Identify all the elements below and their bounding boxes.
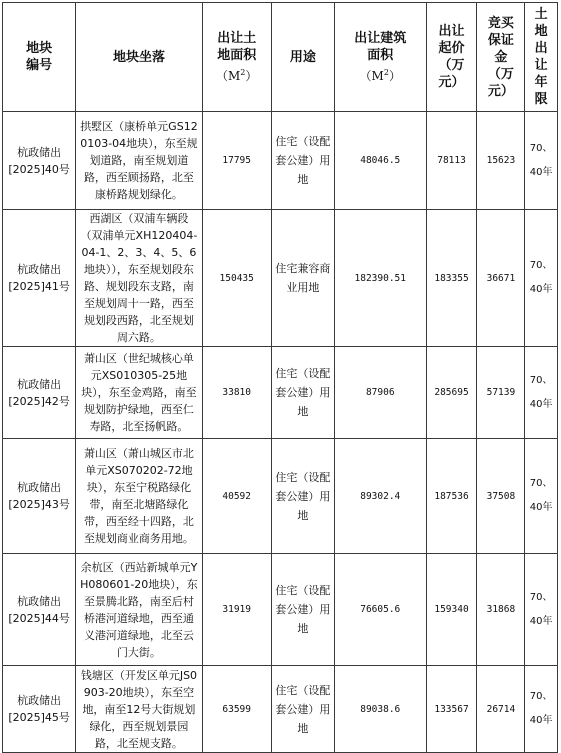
building-area-cell: 76605.6 [334, 554, 426, 666]
building-area-cell: 89302.4 [334, 439, 426, 554]
starting-price-cell: 159340 [426, 554, 477, 666]
land-area-cell: 150435 [202, 210, 271, 347]
location-cell: 余杭区（西站新城单元YH080601-20地块），东至景腾北路，南至后村桥港河道绿地，西至通义港河道绿地，北至云门大街。 [76, 554, 202, 666]
use-cell: 住宅（设配套公建）用地 [271, 666, 334, 753]
table-row [3, 439, 558, 554]
header-building-area: 出让建筑 面积 $(M^2)$ [334, 3, 426, 112]
location-cell: 拱墅区（康桥单元GS120103-04地块），东至规划道路，南至规划道路，西至顾扬路，北至康桥路规划绿化。 [76, 112, 202, 210]
use-cell: 住宅兼容商业用地 [271, 210, 334, 347]
starting-price-cell: 133567 [426, 666, 477, 753]
deposit-cell: 37508 [477, 439, 525, 554]
building-area-cell: 89038.6 [334, 666, 426, 753]
header-deposit: 竞买 保证 金 （万 元） [477, 3, 525, 112]
lease-years-cell: 70、 40年 [525, 439, 558, 554]
use-cell: 住宅（设配套公建）用地 [271, 439, 334, 554]
use-cell: 住宅（设配套公建）用地 [271, 554, 334, 666]
parcel-id-cell: 杭政储出 [2025]41号 [3, 210, 76, 347]
deposit-cell: 31868 [477, 554, 525, 666]
building-area-cell: 48046.5 [334, 112, 426, 210]
building-area-cell: 87906 [334, 347, 426, 439]
deposit-cell: 15623 [477, 112, 525, 210]
table-row [3, 112, 558, 210]
deposit-cell: 26714 [477, 666, 525, 753]
table-row [3, 347, 558, 439]
lease-years-cell: 70、 40年 [525, 666, 558, 753]
table-row [3, 666, 558, 753]
parcel-id-cell: 杭政储出 [2025]44号 [3, 554, 76, 666]
starting-price-cell: 285695 [426, 347, 477, 439]
parcel-id-cell: 杭政储出 [2025]45号 [3, 666, 76, 753]
table-row [3, 210, 558, 347]
starting-price-cell: 187536 [426, 439, 477, 554]
parcel-id-cell: 杭政储出 [2025]42号 [3, 347, 76, 439]
building-area-cell: 182390.51 [334, 210, 426, 347]
header-location: 地块坐落 [76, 3, 202, 112]
land-auction-table-frame [2, 2, 558, 750]
deposit-cell: 36671 [477, 210, 525, 347]
lease-years-cell: 70、 40年 [525, 554, 558, 666]
land-area-cell: 33810 [202, 347, 271, 439]
header-lease-years: 土 地出 让年 限 [525, 3, 558, 112]
deposit-cell: 57139 [477, 347, 525, 439]
use-cell: 住宅（设配套公建）用地 [271, 347, 334, 439]
parcel-id-cell: 杭政储出 [2025]40号 [3, 112, 76, 210]
header-starting-price: 出让 起价 （万 元） [426, 3, 477, 112]
starting-price-cell: 78113 [426, 112, 477, 210]
lease-years-cell: 70、 40年 [525, 347, 558, 439]
header-use: 用途 [271, 3, 334, 112]
location-cell: 西湖区（双浦车辆段（双浦单元XH120404-04-1、2、3、4、5、6地块）），东至规划段东路、规划段东支路，南至规划周十一路，西至规划段西路，北至规划周六路。 [76, 210, 202, 347]
header-row [3, 3, 558, 112]
location-cell: 钱塘区（开发区单元JS0903-20地块），东至空地，南至12号大街规划绿化，西至规划景园路，北至规支路。 [76, 666, 202, 753]
header-land-area: 出让土 地面积 $(M^2)$ [202, 3, 271, 112]
lease-years-cell: 70、 40年 [525, 112, 558, 210]
land-area-cell: 31919 [202, 554, 271, 666]
land-area-cell: 40592 [202, 439, 271, 554]
location-cell: 萧山区（世纪城核心单元XS010305-25地块），东至金鸡路，南至规划防护绿地，西至仁寿路，北至扬帆路。 [76, 347, 202, 439]
table-row [3, 554, 558, 666]
header-parcel-id: 地块 编号 [3, 3, 76, 112]
lease-years-cell: 70、 40年 [525, 210, 558, 347]
land-auction-table [2, 2, 558, 753]
location-cell: 萧山区（萧山城区市北单元XS070202-72地块），东至宁税路绿化带，南至北塘路绿化带，西至经十四路，北至规划商业商务用地。 [76, 439, 202, 554]
starting-price-cell: 183355 [426, 210, 477, 347]
parcel-id-cell: 杭政储出 [2025]43号 [3, 439, 76, 554]
land-area-cell: 63599 [202, 666, 271, 753]
use-cell: 住宅（设配套公建）用地 [271, 112, 334, 210]
land-area-cell: 17795 [202, 112, 271, 210]
